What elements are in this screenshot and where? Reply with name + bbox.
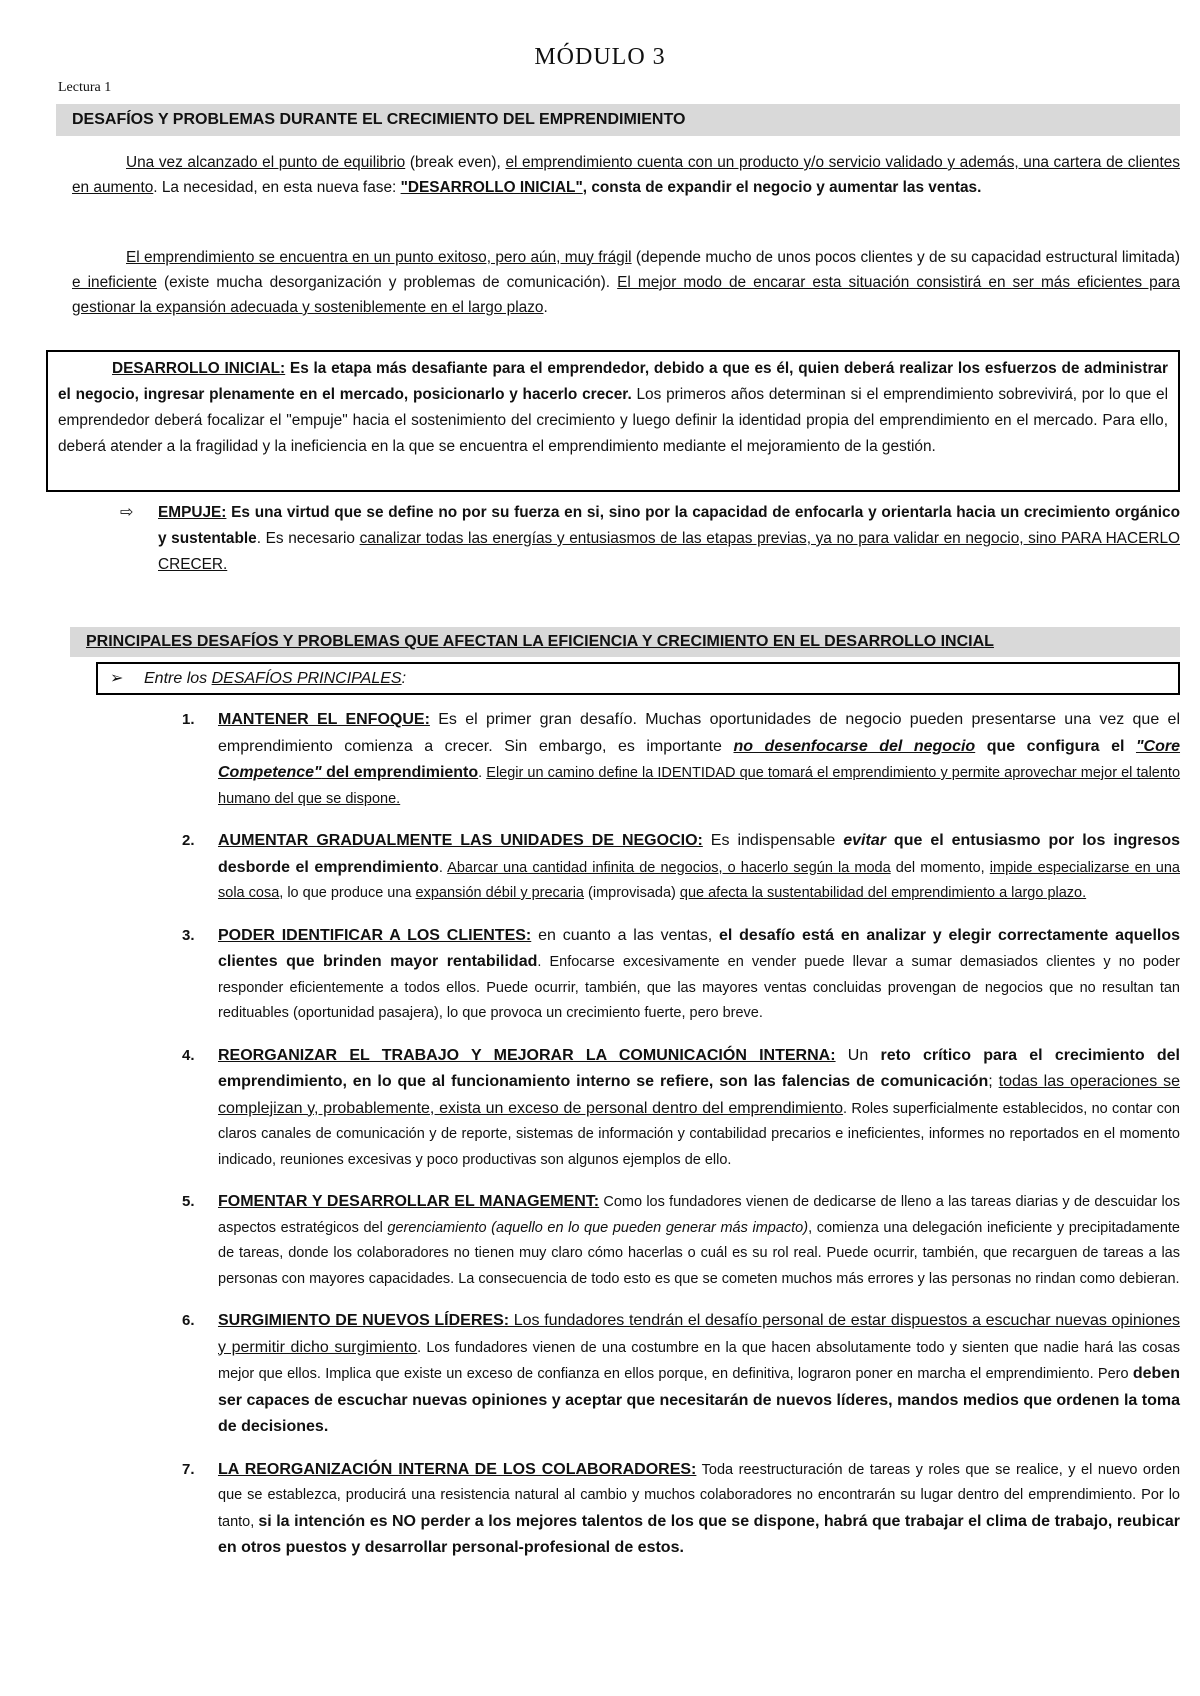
- text-run: :: [401, 670, 407, 687]
- box-label: DESARROLLO INICIAL:: [112, 360, 286, 377]
- challenges-list: [170, 707, 1180, 1578]
- text-run: todas las operaciones se complejizan y, probablemente, exista un exceso de personal dentro del emprendimiento: [218, 1073, 1181, 1117]
- text-run: Abarcar una cantidad infinita de negocios, o hacerlo según la moda: [447, 859, 891, 876]
- text-run: Una vez alcanzado el punto de equilibrio: [126, 154, 406, 171]
- item-label: REORGANIZAR EL TRABAJO Y MEJORAR LA COMUNICACIÓN INTERNA:: [218, 1046, 836, 1064]
- text-run: EMPUJE:: [158, 504, 227, 521]
- text-run: Los fundadores tendrán el desafío personal de estar dispuestos a escuchar nuevas opiniones y permitir dicho surgimiento: [218, 1312, 1181, 1356]
- text-run: Es la etapa más desafiante para el emprendedor, debido a que es él, quien deberá realizar los esfuerzos de administrar el negocio, ingresar plenamente en el mercado, posicionarlo y hacerlo crecer.: [58, 360, 1168, 403]
- text-run: (existe mucha desorganización y problemas de comunicación).: [156, 274, 618, 291]
- text-run: . Enfocarse excesivamente en vender puede llevar a sumar demasiados clientes y no poder responder eficientemente a todos ellos. Puede ocurrir, también, que las mayores ventas concluidas provengan de negocios que no resultan tan redituables (oportunidad pasajera), lo que provoca un crecimiento fuerte, pero breve.: [218, 954, 1180, 1021]
- text-run: que afecta la sustentabilidad del emprendimiento a largo plazo.: [679, 885, 1087, 901]
- text-run: del emprendimiento: [321, 764, 479, 781]
- text-run: e ineficiente: [72, 274, 157, 291]
- empuje-text: [158, 500, 1180, 578]
- arrowhead-bullet-icon: ➢: [110, 670, 124, 687]
- arrow-bullet-icon: ⇨: [120, 504, 134, 521]
- text-run: .: [478, 765, 487, 781]
- text-run: , lo que produce una: [279, 885, 416, 901]
- item-number: 3.: [182, 926, 195, 944]
- list-item: [170, 828, 1180, 907]
- text-run: "Core Competence": [218, 737, 1181, 781]
- text-run: , comienza una delegación ineficiente y precipitadamente de tareas, donde los colaboradores no tienen muy claro cómo hacerlas o cuál es su rol real. Puede ocurrir, también, que recarguen de tareas a las personas con mayores capacidades. La consecuencia de todo esto es que se cometen muchos más errores y las personas no rindan como debieran.: [218, 1219, 1180, 1287]
- text-run: El mejor modo de encarar esta situación consistirá en ser más eficientes para gestionar la expansión adecuada y sosteniblemente en el largo plazo: [72, 274, 1180, 316]
- text-run: Un: [835, 1046, 881, 1064]
- text-run: .: [543, 299, 548, 316]
- intro-paragraph-1: [72, 150, 1180, 200]
- list-item: [170, 1308, 1180, 1441]
- list-item: [170, 707, 1180, 812]
- item-number: 5.: [182, 1193, 195, 1210]
- text-run: deben ser capaces de escuchar nuevas opiniones y aceptar que necesitarán de nuevos líderes, mandos medios que ordenen la toma de decisiones.: [218, 1365, 1180, 1435]
- reading-label: Lectura 1: [58, 80, 112, 95]
- text-run: Como los fundadores vienen de dedicarse de lleno a las tareas diarias y de descuidar los aspectos estratégicos del: [218, 1194, 1181, 1236]
- list-item: [170, 1043, 1180, 1174]
- item-number: 7.: [182, 1460, 195, 1478]
- text-run: que configura el: [975, 737, 1136, 755]
- text-run: ;: [988, 1073, 999, 1090]
- item-label: FOMENTAR Y DESARROLLAR EL MANAGEMENT:: [218, 1193, 600, 1210]
- principales-title-bar: PRINCIPALES DESAFÍOS Y PROBLEMAS QUE AFECTAN LA EFICIENCIA Y CRECIMIENTO EN EL DESARROLLO INCIAL: [70, 627, 1180, 657]
- item-number: 4.: [182, 1046, 195, 1064]
- item-label: PODER IDENTIFICAR A LOS CLIENTES:: [218, 926, 532, 944]
- item-label: LA REORGANIZACIÓN INTERNA DE LOS COLABORADORES:: [218, 1460, 697, 1478]
- text-run: (break even),: [405, 154, 506, 171]
- item-number: 6.: [182, 1312, 195, 1329]
- item-label: SURGIMIENTO DE NUEVOS LÍDERES:: [218, 1312, 510, 1329]
- item-label: AUMENTAR GRADUALMENTE LAS UNIDADES DE NEGOCIO:: [218, 832, 703, 849]
- text-run: evitar: [843, 832, 886, 849]
- text-run: reto crítico para el crecimiento del emprendimiento, en lo que al funcionamiento interno se refiere, son las falencias de comunicación: [218, 1046, 1180, 1090]
- text-run: (depende mucho de unos pocos clientes y de su capacidad estructural limitada): [631, 249, 1180, 266]
- text-run: (improvisada): [583, 885, 680, 901]
- text-run: Es una virtud que se define no por su fuerza en si, sino por la capacidad de enfocarla y orientarla hacia un crecimiento orgánico y sustentable: [158, 504, 1180, 547]
- desafios-principales-box: [96, 662, 1180, 695]
- text-run: impide especializarse en una sola cosa: [218, 859, 1180, 901]
- text-run: . Es necesario: [256, 530, 360, 547]
- text-run: Toda reestructuración de tareas y roles que se realice, y el nuevo orden que se establezca, producirá una resistencia natural al cambio y muchos colaboradores no encontrarán su lugar dentro del emprendimiento. Por lo tanto,: [218, 1461, 1181, 1530]
- text-run: canalizar todas las energías y entusiasmos de las etapas previas, ya no para validar en negocio, sino PARA HACERLO CRECER.: [158, 530, 1180, 573]
- text-run: Es indispensable: [702, 832, 844, 849]
- intro-paragraph-2: [72, 245, 1180, 320]
- text-run: el desafío está en analizar y elegir correctamente aquellos clientes que brinden mayor rentabilidad: [218, 926, 1181, 970]
- desarrollo-inicial-box: [46, 350, 1180, 492]
- text-run: gerenciamiento (aquello en lo que pueden generar más impacto): [387, 1219, 809, 1236]
- text-run: que el entusiasmo por los ingresos desborde el emprendimiento: [218, 832, 1180, 876]
- text-run: Los primeros años determinan si el emprendimiento sobrevivirá, por lo que el emprendedor deberá focalizar el "empuje" hacia el sostenimiento del crecimiento y luego definir la identidad propia del emprendimiento en el mercado. Para ello, deberá atender a la fragilidad y la ineficiencia en la que se encuentra el emprendimiento mediante el mejoramiento de la gestión.: [58, 386, 1168, 455]
- text-run: El emprendimiento se encuentra en un punto exitoso, pero aún, muy frágil: [126, 249, 632, 266]
- list-item: [170, 1457, 1180, 1562]
- text-run: expansión débil y precaria: [415, 885, 584, 901]
- text-run: el emprendimiento cuenta con un producto y/o servicio validado y además, una cartera de clientes en aumento: [72, 154, 1180, 196]
- text-run: si la intención es NO perder a los mejores talentos de los que se dispone, habrá que trabajar el clima de trabajo, reubicar en otros puestos y desarrollar personal-profesional de estos.: [218, 1512, 1181, 1556]
- text-run: . Los fundadores vienen de una costumbre en la que hacen absolutamente todo y sienten que nadie hará las cosas mejor que ellos. Implica que existe un exceso de confianza en ellos porque, en definitiva, lograron poner en marcha el emprendimiento. Pero: [218, 1339, 1180, 1382]
- text-run: .: [438, 859, 448, 876]
- empuje-bullet: [120, 500, 1180, 578]
- text-run: . La necesidad, en esta nueva fase:: [153, 179, 401, 196]
- text-run: . Roles superficialmente establecidos, no contar con claros canales de comunicación y de reporte, sistemas de información y contabilidad precarios e ineficientes, informes no reportados en el momento indicado, reuniones excesivas y poco productivas son algunos ejemplos de ello.: [218, 1100, 1180, 1168]
- text-run: "DESARROLLO INICIAL": [400, 179, 583, 196]
- text-run: Es el primer gran desafío. Muchas oportunidades de negocio pueden presentarse una vez que el emprendimiento comienza a crecer. Sin embargo, es importante: [218, 711, 1181, 755]
- text-run: no desenfocarse del negocio: [733, 737, 976, 755]
- item-label: MANTENER EL ENFOQUE:: [218, 711, 430, 728]
- section-title-bar: DESAFÍOS Y PROBLEMAS DURANTE EL CRECIMIENTO DEL EMPRENDIMIENTO: [56, 104, 1180, 136]
- module-title: MÓDULO 3: [534, 44, 666, 70]
- list-item: [170, 923, 1180, 1027]
- text-run: DESAFÍOS PRINCIPALES: [211, 670, 402, 687]
- text-run: , consta de expandir el negocio y aumentar las ventas.: [582, 179, 982, 196]
- list-item: [170, 1189, 1180, 1292]
- text-run: Entre los: [144, 670, 212, 687]
- item-number: 1.: [182, 711, 195, 728]
- item-number: 2.: [182, 832, 195, 849]
- text-run: Elegir un camino define la IDENTIDAD que tomará el emprendimiento y permite aprovechar mejor el talento humano del que se dispone.: [218, 765, 1181, 807]
- text-run: del momento,: [890, 859, 990, 876]
- text-run: en cuanto a las ventas,: [531, 926, 719, 944]
